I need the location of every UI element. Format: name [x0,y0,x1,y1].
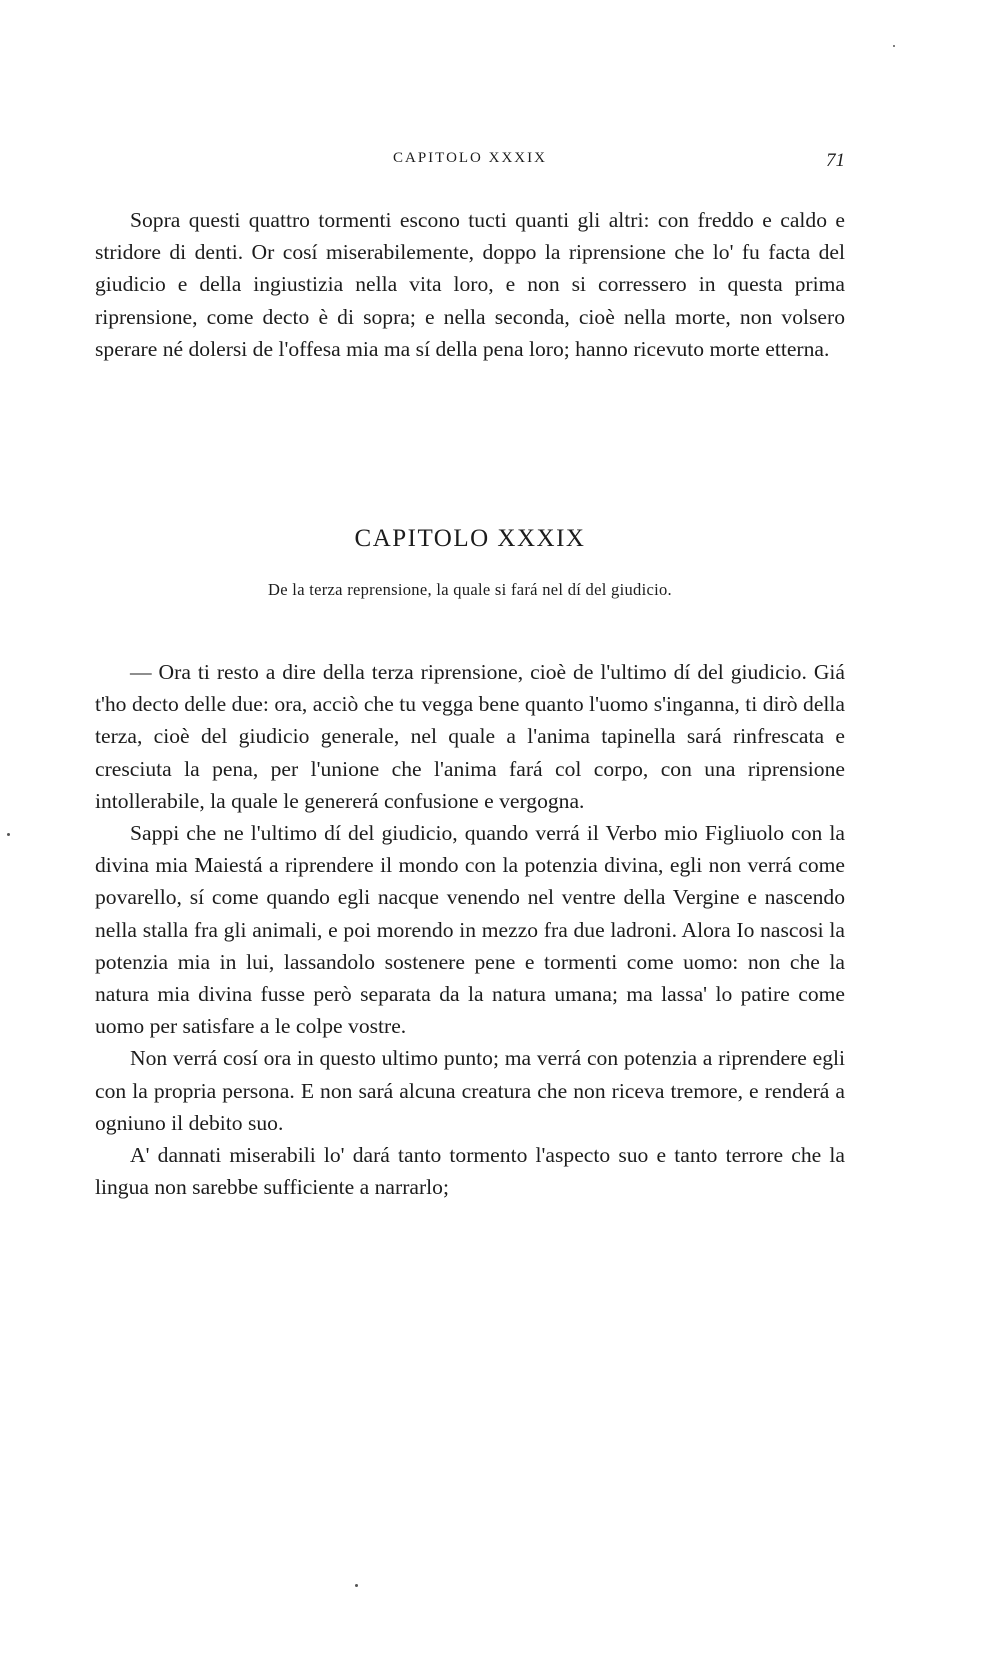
paragraph: — Ora ti resto a dire della terza riprensione, cioè de l'ultimo dí del giudicio. Giá t'ho decto delle due: ora, acciò che tu vegga bene quanto l'uomo s'inganna, ti dirò della terza, cioè del giudicio generale, nel quale a l'anima tapinella sará rinfrescata e cresciuta la pena, per l'unione che l'anima fará col corpo, con una riprensione intollerabile, la quale le genererá confusione e vergogna. [95,660,845,813]
scan-speck [893,45,895,47]
chapter-heading: CAPITOLO XXXIX [354,525,586,552]
intro-text [95,204,845,365]
running-title: CAPITOLO XXXIX [393,150,547,166]
scan-speck [7,833,10,836]
paragraph: A' dannati miserabili lo' dará tanto tormento l'aspecto suo e tanto terrore che la lingua non sarebbe sufficiente a narrarlo; [95,1143,845,1200]
paragraph: Sappi che ne l'ultimo dí del giudicio, quando verrá il Verbo mio Figliuolo con la divina mia Maiestá a riprendere il mondo con la potenzia divina, egli non verrá come povarello, sí come quando egli nacque venendo nel ventre della Vergine e nascendo nella stalla fra gli animali, e poi morendo in mezzo fra due ladroni. Alora Io nascosi la potenzia mia in lui, lassandolo sostenere pene e tormenti come uomo: non che la natura mia divina fusse però separata da la natura umana; ma lassa' lo patire come uomo per satisfare a le colpe vostre. [95,821,845,1039]
paragraph: Non verrá cosí ora in questo ultimo punto; ma verrá con potenzia a riprendere egli con la propria persona. E non sará alcuna creatura che non riceva tremore, e renderá a ogniuno il debito suo. [95,1046,845,1135]
page-number: 71 [826,150,845,171]
chapter-subtitle: De la terza reprensione, la quale si fará nel dí del giudicio. [268,580,672,599]
running-header [95,150,845,174]
scan-speck [355,1584,358,1587]
chapter-body [95,656,845,1203]
paragraph: Sopra questi quattro tormenti escono tucti quanti gli altri: con freddo e caldo e stridore di denti. Or cosí miserabilemente, doppo la riprensione che lo' fu facta del giudicio e della ingiustizia nella vita loro, e non si corressero in questa prima riprensione, come decto è di sopra; e nella seconda, cioè nella morte, non volsero sperare né dolersi de l'offesa mia ma sí della pena loro; hanno ricevuto morte etterna. [95,208,845,361]
